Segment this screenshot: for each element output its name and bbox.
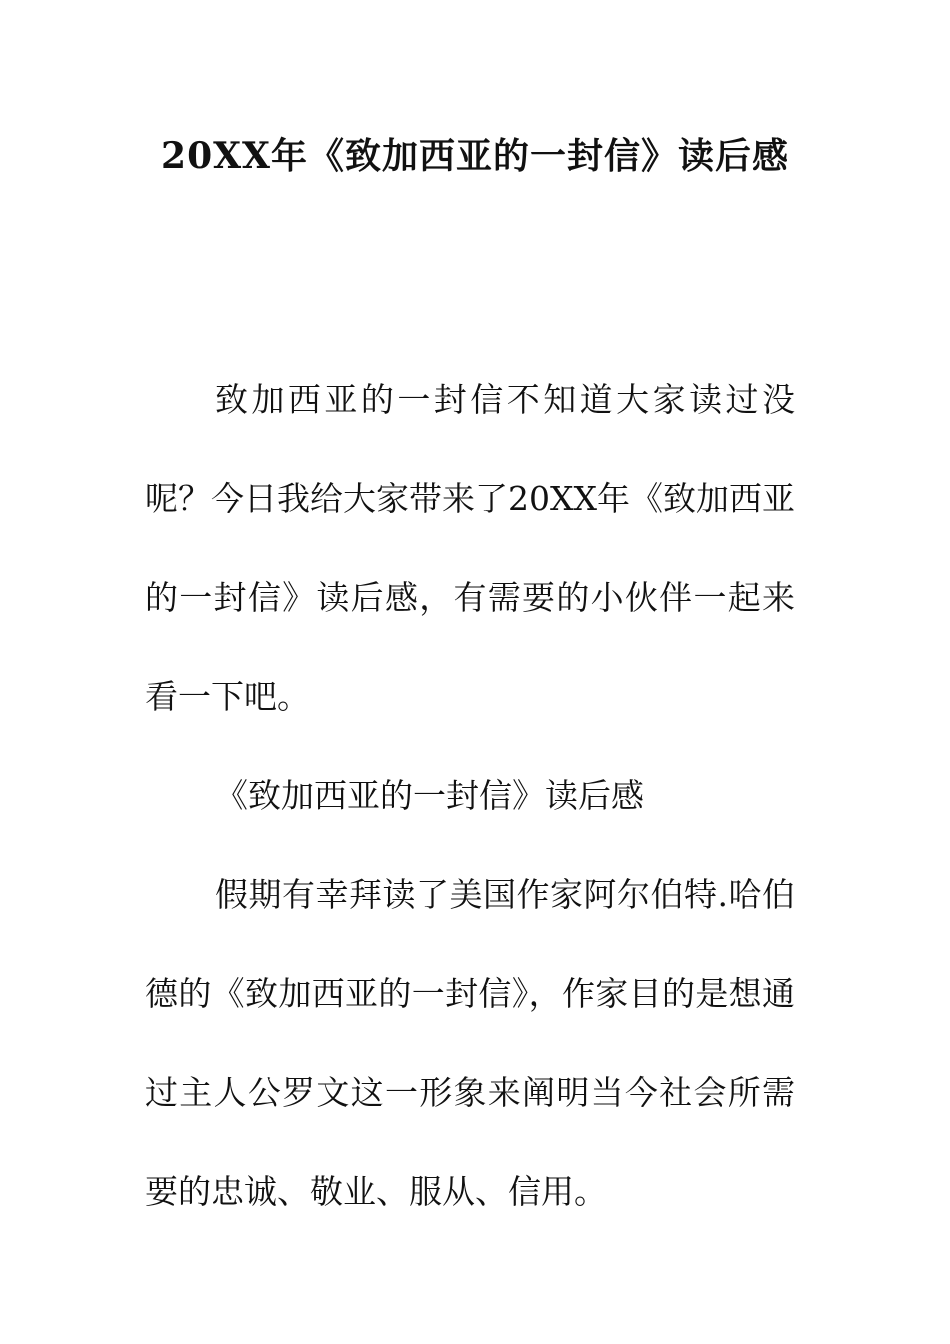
body-paragraph: 假期有幸拜读了美国作家阿尔伯特.哈伯德的《致加西亚的一封信》，作家目的是想通过主人公罗文这一形象来阐明当今社会所需要的忠诚、敬业、服从、信用。 (145, 875, 795, 1211)
document-title: 20XX年《致加西亚的一封信》读后感 (161, 135, 789, 177)
intro-paragraph: 致加西亚的一封信不知道大家读过没呢？今日我给大家带来了20XX年《致加西亚的一封信》读后感，有需要的小伙伴一起来看一下吧。 (145, 380, 795, 716)
document-body (145, 350, 795, 1241)
section-heading: 《致加西亚的一封信》读后感 (215, 776, 644, 815)
